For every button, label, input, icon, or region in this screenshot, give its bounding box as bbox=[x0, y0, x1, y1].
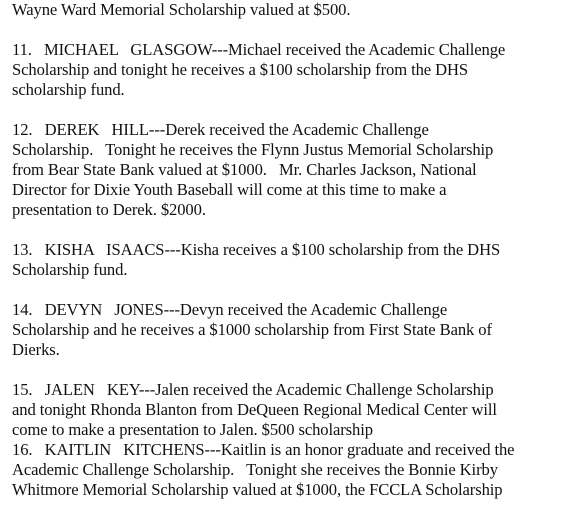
document-page bbox=[12, 0, 572, 500]
text-line: Scholarship. Tonight he receives the Flynn Justus Memorial Scholarship bbox=[12, 140, 494, 159]
text-line: from Bear State Bank valued at $1000. Mr. Charles Jackson, National bbox=[12, 160, 477, 179]
text-line: Dierks. bbox=[12, 340, 60, 359]
text-line: Scholarship fund. bbox=[12, 260, 128, 279]
text-line: 16. KAITLIN KITCHENS---Kaitlin is an honor graduate and received the bbox=[12, 440, 515, 459]
text-line bbox=[12, 360, 572, 380]
text-line: 13. KISHA ISAACS---Kisha receives a $100 scholarship from the DHS bbox=[12, 240, 501, 259]
text-line bbox=[12, 100, 572, 120]
text-line: scholarship fund. bbox=[12, 80, 125, 99]
text-line: Wayne Ward Memorial Scholarship valued at $500. bbox=[12, 0, 351, 19]
text-line: Whitmore Memorial Scholarship valued at $1000, the FCCLA Scholarship bbox=[12, 480, 503, 499]
text-line bbox=[12, 20, 572, 40]
text-line: Scholarship and he receives a $1000 scholarship from First State Bank of bbox=[12, 320, 492, 339]
text-line: 12. DEREK HILL---Derek received the Academic Challenge bbox=[12, 120, 429, 139]
text-line: Director for Dixie Youth Baseball will come at this time to make a bbox=[12, 180, 447, 199]
text-line: come to make a presentation to Jalen. $500 scholarship bbox=[12, 420, 373, 439]
text-line: 15. JALEN KEY---Jalen received the Academic Challenge Scholarship bbox=[12, 380, 494, 399]
text-line: Scholarship and tonight he receives a $100 scholarship from the DHS bbox=[12, 60, 468, 79]
text-line: presentation to Derek. $2000. bbox=[12, 200, 206, 219]
text-line bbox=[12, 220, 572, 240]
text-line: and tonight Rhonda Blanton from DeQueen Regional Medical Center will bbox=[12, 400, 497, 419]
text-line: Academic Challenge Scholarship. Tonight she receives the Bonnie Kirby bbox=[12, 460, 498, 479]
text-line bbox=[12, 280, 572, 300]
text-line: 11. MICHAEL GLASGOW---Michael received the Academic Challenge bbox=[12, 40, 506, 59]
text-line: 14. DEVYN JONES---Devyn received the Academic Challenge bbox=[12, 300, 448, 319]
